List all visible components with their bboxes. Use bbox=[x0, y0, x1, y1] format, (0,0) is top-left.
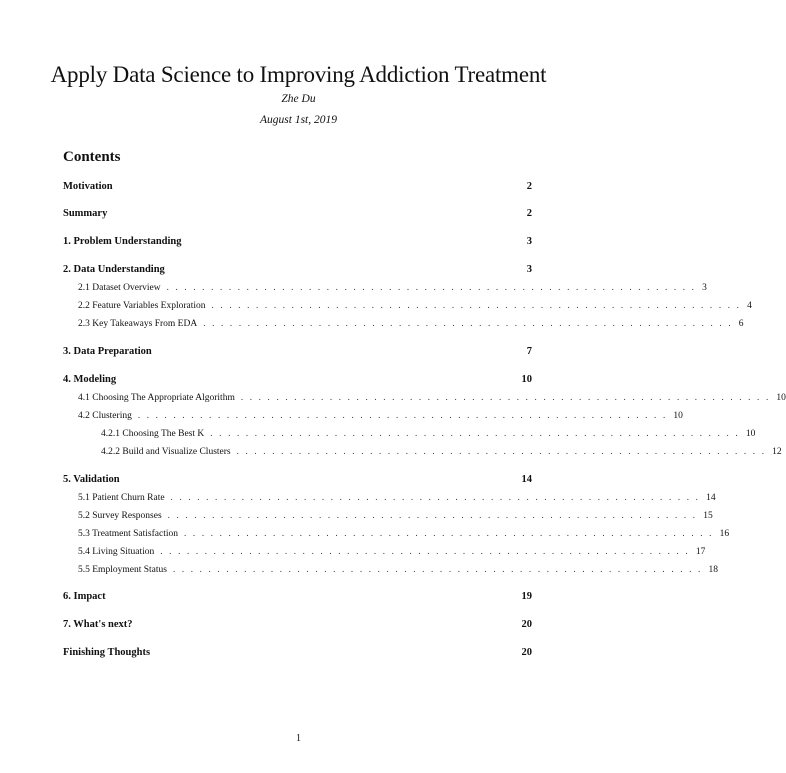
toc-entry[interactable]: 2.1 Dataset Overview . . . . . . . . . . . . . . . . . . . . . . . . . . . . . . . . . . . . . . . . . . . . . . . . . . . . . . . . . . . . 3 bbox=[78, 282, 707, 293]
toc-entry-page: 3 bbox=[526, 264, 532, 275]
contents-heading: Contents bbox=[63, 149, 121, 165]
toc-entry[interactable] bbox=[63, 264, 532, 278]
toc-entry-page: 16 bbox=[719, 529, 730, 539]
toc-entry-label: 2.3 Key Takeaways From EDA bbox=[78, 319, 198, 329]
toc-entry-page: 2 bbox=[526, 181, 532, 192]
toc-entry[interactable] bbox=[63, 474, 532, 488]
toc-entry-label: 4.2.2 Build and Visualize Clusters bbox=[101, 447, 231, 457]
toc-entry-label: 2.2 Feature Variables Exploration bbox=[78, 301, 206, 311]
toc-entry[interactable] bbox=[63, 647, 532, 661]
toc-entry-label: 5.4 Living Situation bbox=[78, 547, 155, 557]
toc-entry-page: 20 bbox=[521, 647, 532, 658]
toc-entry[interactable]: 5.4 Living Situation . . . . . . . . . . . . . . . . . . . . . . . . . . . . . . . . . . . . . . . . . . . . . . . . . . . . . . . . . . . . 17 bbox=[78, 546, 706, 557]
toc-entry[interactable]: 5.3 Treatment Satisfaction . . . . . . . . . . . . . . . . . . . . . . . . . . . . . . . . . . . . . . . . . . . . . . . . . . . . . . . . . . . . 16 bbox=[78, 528, 730, 539]
toc-entry[interactable]: 5.1 Patient Churn Rate . . . . . . . . . . . . . . . . . . . . . . . . . . . . . . . . . . . . . . . . . . . . . . . . . . . . . . . . . . . . 14 bbox=[78, 492, 716, 503]
toc-entry-label: 2. Data Understanding bbox=[63, 264, 165, 275]
toc-entry[interactable]: 5.5 Employment Status . . . . . . . . . . . . . . . . . . . . . . . . . . . . . . . . . . . . . . . . . . . . . . . . . . . . . . . . . . . . 18 bbox=[78, 564, 718, 575]
toc-entry-label: 3. Data Preparation bbox=[63, 346, 152, 357]
toc-entry-label: 5.1 Patient Churn Rate bbox=[78, 493, 165, 503]
toc-entry-page: 4 bbox=[747, 301, 752, 311]
toc-entry-label: Finishing Thoughts bbox=[63, 647, 151, 658]
toc-entry[interactable] bbox=[63, 346, 532, 360]
toc-entry-label: 7. What's next? bbox=[63, 619, 133, 630]
toc-entry-label: 4.1 Choosing The Appropriate Algorithm bbox=[78, 393, 235, 403]
toc-entry-page: 14 bbox=[521, 474, 532, 485]
toc-entry-page: 20 bbox=[521, 619, 532, 630]
toc-entry[interactable] bbox=[63, 374, 532, 388]
toc-entry-page: 3 bbox=[702, 283, 707, 293]
toc-entry-page: 15 bbox=[703, 511, 713, 521]
toc-entry-label: 1. Problem Understanding bbox=[63, 236, 182, 247]
toc-entry-label: 5.5 Employment Status bbox=[78, 565, 167, 575]
author: Zhe Du bbox=[281, 93, 316, 105]
toc-entry-page: 18 bbox=[708, 565, 718, 575]
toc-entry-label: 5.3 Treatment Satisfaction bbox=[78, 529, 179, 539]
toc-entry-label: 2.1 Dataset Overview bbox=[78, 283, 161, 293]
toc-entry-page: 10 bbox=[521, 374, 532, 385]
toc-entry-page: 2 bbox=[526, 208, 532, 219]
toc-entry-label: 4. Modeling bbox=[63, 374, 117, 385]
toc-entry[interactable]: 4.2.2 Build and Visualize Clusters . . . . . . . . . . . . . . . . . . . . . . . . . . . . . . . . . . . . . . . . . . . . . . . . . . . . . . . . . . . . 12 bbox=[101, 446, 782, 457]
toc-entry-label: 4.2.1 Choosing The Best K bbox=[101, 429, 205, 439]
toc-entry-label: Motivation bbox=[63, 181, 113, 192]
toc-entry[interactable]: 4.2 Clustering . . . . . . . . . . . . . . . . . . . . . . . . . . . . . . . . . . . . . . . . . . . . . . . . . . . . . . . . . . . . 10 bbox=[78, 410, 683, 421]
toc-entry-page: 6 bbox=[738, 319, 744, 329]
toc-entry[interactable]: 4.2.1 Choosing The Best K . . . . . . . . . . . . . . . . . . . . . . . . . . . . . . . . . . . . . . . . . . . . . . . . . . . . . . . . . . . . 10 bbox=[101, 428, 756, 439]
toc-entry[interactable] bbox=[63, 619, 532, 633]
toc-entry-page: 12 bbox=[772, 447, 782, 457]
toc-entry-label: 5.2 Survey Responses bbox=[78, 511, 162, 521]
toc-entry[interactable]: 4.1 Choosing The Appropriate Algorithm . . . . . . . . . . . . . . . . . . . . . . . . . . . . . . . . . . . . . . . . . . . . . . . . . . . . . . . . . . . . 10 bbox=[78, 392, 786, 403]
toc-entry-page: 10 bbox=[745, 429, 756, 439]
toc-entry-page: 14 bbox=[706, 493, 716, 503]
toc-entry-label: 6. Impact bbox=[63, 591, 106, 602]
toc-entry[interactable] bbox=[63, 181, 532, 195]
page-number: 1 bbox=[296, 733, 301, 744]
toc-entry[interactable]: 2.3 Key Takeaways From EDA . . . . . . . . . . . . . . . . . . . . . . . . . . . . . . . . . . . . . . . . . . . . . . . . . . . . . . . . . . . . 6 bbox=[78, 318, 744, 329]
toc-entry[interactable]: 5.2 Survey Responses . . . . . . . . . . . . . . . . . . . . . . . . . . . . . . . . . . . . . . . . . . . . . . . . . . . . . . . . . . . . 15 bbox=[78, 510, 713, 521]
toc-entry-page: 10 bbox=[673, 411, 683, 421]
toc-entry-page: 3 bbox=[526, 236, 532, 247]
date: August 1st, 2019 bbox=[260, 114, 337, 126]
toc-entry-page: 17 bbox=[695, 547, 706, 557]
document-title: Apply Data Science to Improving Addiction Treatment bbox=[50, 62, 547, 87]
toc-entry-label: Summary bbox=[63, 208, 108, 219]
toc-entry[interactable] bbox=[63, 591, 532, 605]
toc-entry-page: 7 bbox=[526, 346, 532, 357]
toc-entry-label: 5. Validation bbox=[63, 474, 120, 485]
toc-entry-page: 10 bbox=[776, 393, 786, 403]
toc-entry[interactable] bbox=[63, 236, 532, 250]
toc-entry[interactable]: 2.2 Feature Variables Exploration . . . . . . . . . . . . . . . . . . . . . . . . . . . . . . . . . . . . . . . . . . . . . . . . . . . . . . . . . . . . 4 bbox=[78, 300, 752, 311]
toc-entry[interactable] bbox=[63, 208, 532, 222]
toc-entry-label: 4.2 Clustering bbox=[78, 411, 132, 421]
toc-entry-page: 19 bbox=[521, 591, 532, 602]
